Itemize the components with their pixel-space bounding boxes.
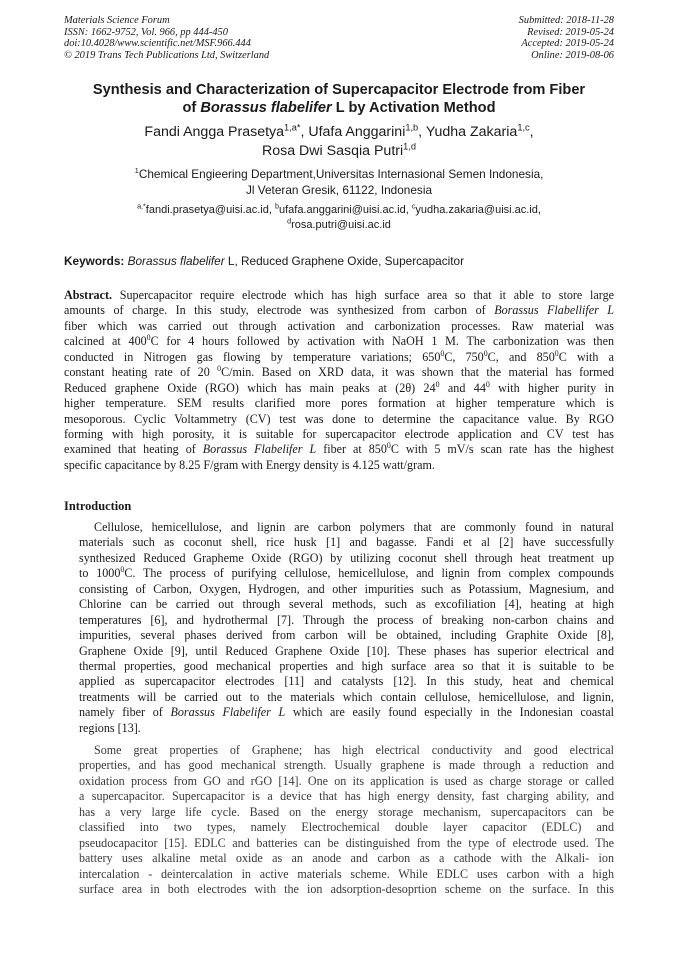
paragraph-line: Graphene Oxide [9], until Reduced Graphene Oxide [10]. These phases has superior electrical and xyxy=(79,643,614,658)
degree-mark: 0 xyxy=(217,364,222,374)
title-species: Borassus flabelifer xyxy=(200,100,332,116)
paragraph-line: intercalation - deintercalation in active materials scheme. While EDLC uses carbon with a high xyxy=(79,866,614,881)
issn-volume: ISSN: 1662-9752, Vol. 966, pp 444-450 xyxy=(64,26,228,38)
title-text: L by Activation Method xyxy=(331,100,496,116)
affiliation xyxy=(40,167,638,198)
author-list xyxy=(40,123,638,161)
abstract-line xyxy=(64,334,614,349)
abstract-label: Abstract. xyxy=(64,288,113,302)
abstract-text: C/min. Based on XRD data, it was shown that the material has formed xyxy=(221,365,614,380)
author-affiliation-mark: 1,c xyxy=(517,122,530,133)
abstract-line xyxy=(64,365,614,380)
abstract-text: calcined at 400 xyxy=(64,334,147,349)
abstract-text: C, and 850 xyxy=(487,349,555,364)
paragraph-line: Chlorine can be carried out through several methods, such as excofiliation [4], heating at high xyxy=(79,597,614,612)
email-line-1: $^{a,*}$fandi.prasetya@uisi.ac.id, $^b$ufafa.anggarini@uisi.ac.id, $^c$yudha.zakaria@uisi.ac.id, xyxy=(137,202,541,216)
title-line-2 xyxy=(40,99,638,117)
paragraph-line: battery uses alkaline metal oxide as an anode and carbon as a cathode with the Alkali- ion xyxy=(79,851,614,866)
author-name: Yudha Zakaria xyxy=(425,124,518,140)
paragraph-text: to 1000 xyxy=(79,566,121,581)
paragraph-text: namely fiber of xyxy=(79,705,171,720)
paper-title xyxy=(40,81,638,117)
paragraph-line: a supercapacitor. Supercapacitor is a device that has high energy density, fast charging ability, and xyxy=(79,789,614,804)
paragraph-line: classified into two types, namely Electrochemical double layer capacitor (EDLC) and xyxy=(79,820,614,835)
paragraph-line: treatments will be carried out to the materials which contain cellulose, hemicellulose, and lignin, xyxy=(79,689,614,704)
paragraph-line: oxidation process from GO and rGO [14]. One on its application is used as charge storage or called xyxy=(79,773,614,788)
paragraph-text: C. The process of purifying cellulose, hemicellulose, and lignin from complex compounds xyxy=(124,566,614,581)
keywords xyxy=(64,254,624,269)
author-name: Ufafa Anggarini xyxy=(308,124,406,140)
abstract-text: C with 5 mV/s scan rate has the highest xyxy=(390,442,614,457)
publication-info xyxy=(64,15,269,61)
author-line-2 xyxy=(40,142,638,161)
email-mark: d xyxy=(287,217,292,226)
author-emails xyxy=(40,203,638,233)
abstract-line: fiber which was carried out through activation and carbonization processes. Raw material was xyxy=(64,318,614,333)
submitted-date: Submitted: 2018-11-28 xyxy=(518,15,614,26)
paragraph-line: properties, and has good mechanical strength. Usually graphene is made through a reduction and xyxy=(79,758,614,773)
title-line-1: Synthesis and Characterization of Supercapacitor Electrode from Fiber xyxy=(92,82,586,98)
abstract-text: fiber at 850 xyxy=(316,442,387,457)
email-mark: b xyxy=(274,202,279,211)
paragraph-line: materials such as coconut shell, rice husk [1] and bagasse. Fandi et al [2] have successfully xyxy=(79,535,614,550)
abstract-line: higher temperature. SEM results clarified more pores formation at higher temperature which is xyxy=(64,396,614,411)
introduction-paragraph-1 xyxy=(64,520,614,736)
degree-mark: 0 xyxy=(435,379,440,389)
author-affiliation-mark: 1,a* xyxy=(284,122,301,133)
affiliation-line-1 xyxy=(40,167,638,183)
email-address[interactable]: yudha.zakaria@uisi.ac.id xyxy=(415,204,538,216)
degree-mark: 0 xyxy=(146,333,151,343)
abstract-line: specific capacitance by 8.25 F/gram with Energy density is 4.125 watt/gram. xyxy=(64,457,435,472)
abstract xyxy=(64,288,614,473)
accepted-date: Accepted: 2019-05-24 xyxy=(521,38,614,50)
abstract-text: conducted in Nitrogen gas flowing by temperature variations; 650 xyxy=(64,349,441,364)
email-address[interactable]: rosa.putri@uisi.ac.id xyxy=(291,219,391,231)
email-address[interactable]: fandi.prasetya@uisi.ac.id xyxy=(145,204,269,216)
paragraph-line: applied as supercapacitor electrodes [11] and catalysts [12]. In this study, heat and chemical xyxy=(79,674,614,689)
keywords-label: Keywords: xyxy=(64,254,125,268)
abstract-text: amounts of charge. In this study, electrode was synthesized from carbon of xyxy=(64,303,495,318)
email-mark: c xyxy=(411,202,416,211)
paragraph-line: impurities, several phases derived from carbon will be obtained, including Graphite Oxide [8], xyxy=(79,628,614,643)
abstract-line xyxy=(64,381,614,396)
abstract-species: Borassus Flabelifer L xyxy=(202,442,317,457)
degree-mark: 0 xyxy=(554,348,559,358)
abstract-text: C for 4 hours followed by activation with NaOH 1 M. The carbonization was then xyxy=(150,334,614,349)
abstract-text: and 44 xyxy=(439,380,486,395)
abstract-text: Reduced graphene Oxide (RGO) which has main peaks at (2θ) 24 xyxy=(64,380,436,395)
paragraph-line: Cellulose, hemicellulose, and lignin are carbon polymers that are commonly found in natural xyxy=(94,520,614,534)
revised-date: Revised: 2019-05-24 xyxy=(527,26,614,38)
paragraph-line: synthesized Reduced Grapheme Oxide (RGO) by utilizing coconut shell through heat treatment up xyxy=(79,550,614,565)
paragraph-line: temperatures [6], and hydrothermal [7]. Through the process of breaking non-carbon chains and xyxy=(79,612,614,627)
abstract-text: with higher purity in xyxy=(489,380,614,395)
abstract-line xyxy=(64,303,614,318)
affiliation-text: Chemical Engieering Department,Universitas Internasional Semen Indonesia, xyxy=(138,167,544,181)
degree-mark: 0 xyxy=(483,348,488,358)
section-heading-introduction: Introduction xyxy=(64,499,132,513)
paragraph-line: pseudocapacitor [15]. EDLC and batteries can be distinguished from the type of electrode used. The xyxy=(79,835,614,850)
paragraph-line: consisting of Carbon, Oxygen, Hydrogen, and other impurities such as Potassium, Magnesium, and xyxy=(79,581,614,596)
author-affiliation-mark: 1,b xyxy=(405,122,419,133)
introduction-paragraph-2 xyxy=(64,743,614,897)
abstract-line xyxy=(64,288,614,303)
abstract-text: C, 750 xyxy=(444,349,484,364)
abstract-line: mesoporous. Cyclic Voltammetry (CV) test was done to determine the capacitance value. By RGO xyxy=(64,411,614,426)
degree-mark: 0 xyxy=(485,379,490,389)
paragraph-line: thermal properties, good mechanical properties and high surface area so that it is suitable to be xyxy=(79,658,614,673)
degree-mark: 0 xyxy=(120,565,125,575)
abstract-text: constant heating rate of 20 xyxy=(64,365,218,380)
paragraph-line: surface area in both electrodes with the ion adsorption-desoprtion scheme on the surface. In this xyxy=(79,881,614,896)
abstract-text: Supercapacitor require electrode which has high surface area so that it able to store large xyxy=(112,288,614,302)
paragraph-line: has a very large life cycle. Based on the energy storage mechanism, supercapacitors can be xyxy=(79,804,614,819)
author-name: Fandi Angga Prasetya xyxy=(144,124,285,140)
title-text: of xyxy=(182,100,201,116)
abstract-line: forming with high porosity, it is suitable for supercapacitor electrode application and CV test has xyxy=(64,426,614,441)
affiliation-line-2: Jl Veteran Gresik, 61122, Indonesia xyxy=(245,182,433,197)
abstract-line xyxy=(64,350,614,365)
keyword-list: , Reduced Graphene Oxide, Supercapacitor xyxy=(234,254,465,268)
email-mark: a,* xyxy=(137,202,146,211)
paragraph-line xyxy=(64,566,614,581)
paragraph-text: which are easily found especially in the Indonesian coastal xyxy=(285,705,614,720)
paragraph-line xyxy=(64,705,614,720)
keyword-text: L xyxy=(224,254,235,268)
email-line-2 xyxy=(40,218,638,233)
doi: doi:10.4028/www.scientific.net/MSF.966.444 xyxy=(64,38,251,50)
email-address[interactable]: ufafa.anggarini@uisi.ac.id xyxy=(278,204,406,216)
degree-mark: 0 xyxy=(386,441,391,451)
author-affiliation-mark: 1,d xyxy=(403,141,416,152)
paragraph-line: regions [13]. xyxy=(79,720,141,735)
paragraph-species: Borassus Flabelifer L xyxy=(170,705,286,720)
affiliation-mark: 1 xyxy=(134,166,139,176)
abstract-species: Borassus Flabellifer L xyxy=(494,303,615,318)
abstract-text: C with a xyxy=(558,349,614,364)
degree-mark: 0 xyxy=(440,348,445,358)
paragraph-line: Some great properties of Graphene; has high electrical conductivity and good electrical xyxy=(94,743,614,757)
abstract-line xyxy=(64,442,614,457)
author-name: Rosa Dwi Sasqia Putri xyxy=(262,143,404,159)
author-line-1: Fandi Angga Prasetya$^{1,a*}$, Ufafa Anggarini$^{1,b}$, Yudha Zakaria$^{1,c}$, xyxy=(144,122,534,140)
copyright: © 2019 Trans Tech Publications Ltd, Switzerland xyxy=(64,49,270,61)
publication-dates xyxy=(519,15,614,61)
journal-name: Materials Science Forum xyxy=(64,15,170,26)
online-date: Online: 2019-08-06 xyxy=(531,49,614,61)
abstract-text: examined that heating of xyxy=(64,442,203,457)
keyword-species: Borassus flabelifer xyxy=(127,254,225,268)
